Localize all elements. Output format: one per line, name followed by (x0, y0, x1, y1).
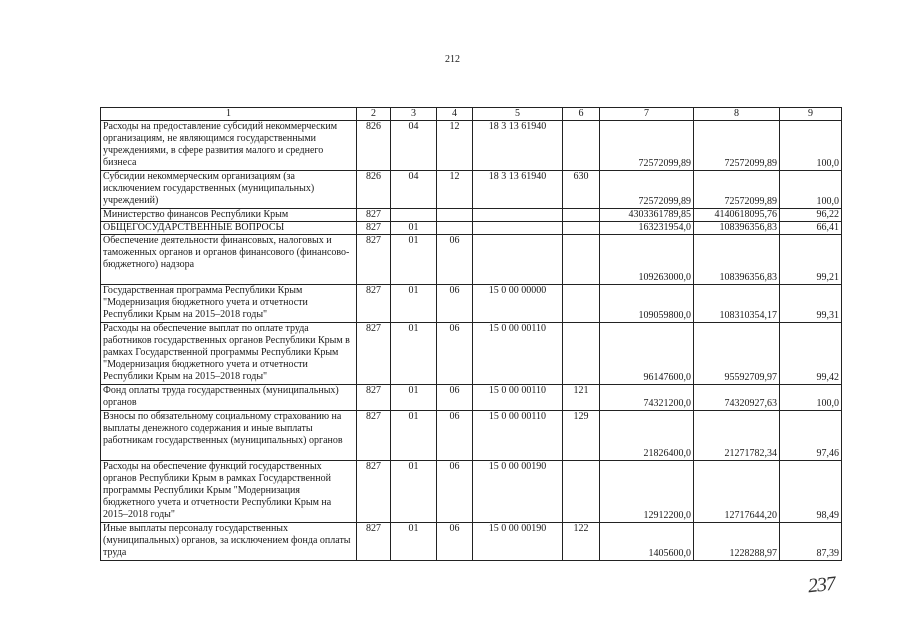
cell-planned: 96147600,0 (600, 323, 694, 385)
cell-ministry-code: 826 (357, 121, 391, 171)
cell-executed: 72572099,89 (694, 171, 780, 209)
cell-ministry-code: 827 (357, 209, 391, 222)
cell-section: 01 (391, 222, 437, 235)
cell-subsection: 06 (437, 523, 473, 561)
cell-target-article (473, 222, 563, 235)
cell-section: 04 (391, 121, 437, 171)
cell-ministry-code: 827 (357, 235, 391, 285)
handwritten-page-number: 237 (806, 572, 837, 598)
cell-planned: 109059800,0 (600, 285, 694, 323)
cell-subsection: 06 (437, 323, 473, 385)
cell-executed: 108310354,17 (694, 285, 780, 323)
header-cell: 4 (437, 108, 473, 121)
cell-target-article: 18 3 13 61940 (473, 121, 563, 171)
cell-planned: 74321200,0 (600, 385, 694, 411)
cell-expense-type (563, 285, 600, 323)
cell-executed: 72572099,89 (694, 121, 780, 171)
cell-executed: 95592709,97 (694, 323, 780, 385)
cell-target-article (473, 209, 563, 222)
header-cell: 7 (600, 108, 694, 121)
cell-section: 01 (391, 235, 437, 285)
cell-expense-type: 630 (563, 171, 600, 209)
row-name: Иные выплаты персоналу государственных (муниципальных) органов, за исключением фонда оплаты труда (101, 523, 357, 561)
cell-planned: 72572099,89 (600, 171, 694, 209)
cell-section: 01 (391, 323, 437, 385)
cell-expense-type: 121 (563, 385, 600, 411)
cell-subsection: 06 (437, 461, 473, 523)
cell-section: 01 (391, 461, 437, 523)
cell-target-article: 15 0 00 00110 (473, 385, 563, 411)
cell-planned: 72572099,89 (600, 121, 694, 171)
cell-target-article: 15 0 00 00110 (473, 411, 563, 461)
cell-percent: 100,0 (780, 121, 842, 171)
header-row (101, 108, 842, 121)
cell-target-article: 15 0 00 00190 (473, 523, 563, 561)
cell-subsection: 12 (437, 171, 473, 209)
cell-ministry-code: 827 (357, 323, 391, 385)
cell-section: 01 (391, 523, 437, 561)
row-name: Обеспечение деятельности финансовых, налоговых и таможенных органов и органов финансового (финансово-бюджетного) надзора (101, 235, 357, 285)
cell-section: 01 (391, 285, 437, 323)
table-row (101, 411, 842, 461)
cell-expense-type (563, 222, 600, 235)
cell-expense-type (563, 461, 600, 523)
cell-planned: 109263000,0 (600, 235, 694, 285)
cell-planned: 12912200,0 (600, 461, 694, 523)
row-name: ОБЩЕГОСУДАРСТВЕННЫЕ ВОПРОСЫ (101, 222, 357, 235)
cell-expense-type (563, 323, 600, 385)
row-name: Расходы на предоставление субсидий некоммерческим организациям, не являющимся государственными учреждениями, в сфере развития малого и среднего бизнеса (101, 121, 357, 171)
cell-expense-type: 129 (563, 411, 600, 461)
cell-percent: 99,31 (780, 285, 842, 323)
budget-table (100, 107, 842, 561)
cell-percent: 87,39 (780, 523, 842, 561)
cell-expense-type (563, 235, 600, 285)
cell-ministry-code: 827 (357, 411, 391, 461)
cell-subsection (437, 222, 473, 235)
cell-executed: 4140618095,76 (694, 209, 780, 222)
row-name: Министерство финансов Республики Крым (101, 209, 357, 222)
cell-planned: 163231954,0 (600, 222, 694, 235)
cell-executed: 74320927,63 (694, 385, 780, 411)
header-cell: 5 (473, 108, 563, 121)
cell-section: 04 (391, 171, 437, 209)
table-row (101, 323, 842, 385)
cell-percent: 98,49 (780, 461, 842, 523)
cell-percent: 100,0 (780, 385, 842, 411)
cell-expense-type (563, 209, 600, 222)
page-number: 212 (445, 54, 460, 65)
row-name: Фонд оплаты труда государственных (муниципальных) органов (101, 385, 357, 411)
cell-expense-type (563, 121, 600, 171)
cell-subsection: 06 (437, 411, 473, 461)
cell-subsection: 12 (437, 121, 473, 171)
cell-executed: 108396356,83 (694, 222, 780, 235)
cell-subsection: 06 (437, 235, 473, 285)
header-cell: 9 (780, 108, 842, 121)
table-row (101, 461, 842, 523)
row-name: Взносы по обязательному социальному страхованию на выплаты денежного содержания и иные выплаты работникам государственных (муниципальных) органов (101, 411, 357, 461)
row-name: Расходы на обеспечение функций государственных органов Республики Крым в рамках Государственной программы Республики Крым "Модернизация бюджетного учета и отчетности Республики Крым на 2015–2018 годы" (101, 461, 357, 523)
table-row (101, 171, 842, 209)
table-row (101, 285, 842, 323)
cell-expense-type: 122 (563, 523, 600, 561)
cell-target-article: 15 0 00 00110 (473, 323, 563, 385)
cell-ministry-code: 827 (357, 523, 391, 561)
cell-executed: 21271782,34 (694, 411, 780, 461)
table-row (101, 523, 842, 561)
cell-target-article: 15 0 00 00000 (473, 285, 563, 323)
cell-section: 01 (391, 411, 437, 461)
header-cell: 6 (563, 108, 600, 121)
cell-subsection (437, 209, 473, 222)
cell-section: 01 (391, 385, 437, 411)
cell-planned: 21826400,0 (600, 411, 694, 461)
cell-ministry-code: 827 (357, 385, 391, 411)
table-row (101, 385, 842, 411)
cell-percent: 66,41 (780, 222, 842, 235)
cell-percent: 96,22 (780, 209, 842, 222)
table-row (101, 209, 842, 222)
cell-executed: 108396356,83 (694, 235, 780, 285)
cell-executed: 1228288,97 (694, 523, 780, 561)
cell-executed: 12717644,20 (694, 461, 780, 523)
cell-percent: 100,0 (780, 171, 842, 209)
cell-subsection: 06 (437, 285, 473, 323)
table-row (101, 235, 842, 285)
cell-target-article: 18 3 13 61940 (473, 171, 563, 209)
cell-target-article: 15 0 00 00190 (473, 461, 563, 523)
cell-percent: 97,46 (780, 411, 842, 461)
header-cell: 3 (391, 108, 437, 121)
table-row (101, 222, 842, 235)
row-name: Государственная программа Республики Крым "Модернизация бюджетного учета и отчетности Республики Крым на 2015–2018 годы" (101, 285, 357, 323)
cell-planned: 1405600,0 (600, 523, 694, 561)
cell-planned: 4303361789,85 (600, 209, 694, 222)
cell-section (391, 209, 437, 222)
cell-target-article (473, 235, 563, 285)
header-cell: 2 (357, 108, 391, 121)
cell-percent: 99,21 (780, 235, 842, 285)
header-cell: 1 (101, 108, 357, 121)
cell-percent: 99,42 (780, 323, 842, 385)
cell-ministry-code: 827 (357, 285, 391, 323)
cell-ministry-code: 827 (357, 222, 391, 235)
row-name: Субсидии некоммерческим организациям (за исключением государственных (муниципальных) учреждений) (101, 171, 357, 209)
cell-ministry-code: 827 (357, 461, 391, 523)
table-row (101, 121, 842, 171)
header-cell: 8 (694, 108, 780, 121)
cell-ministry-code: 826 (357, 171, 391, 209)
row-name: Расходы на обеспечение выплат по оплате труда работников государственных органов Республики Крым в рамках Государственной программы Республики Крым "Модернизация бюджетного учета и отчетности Республики Крым на 2015–2018 годы" (101, 323, 357, 385)
cell-subsection: 06 (437, 385, 473, 411)
